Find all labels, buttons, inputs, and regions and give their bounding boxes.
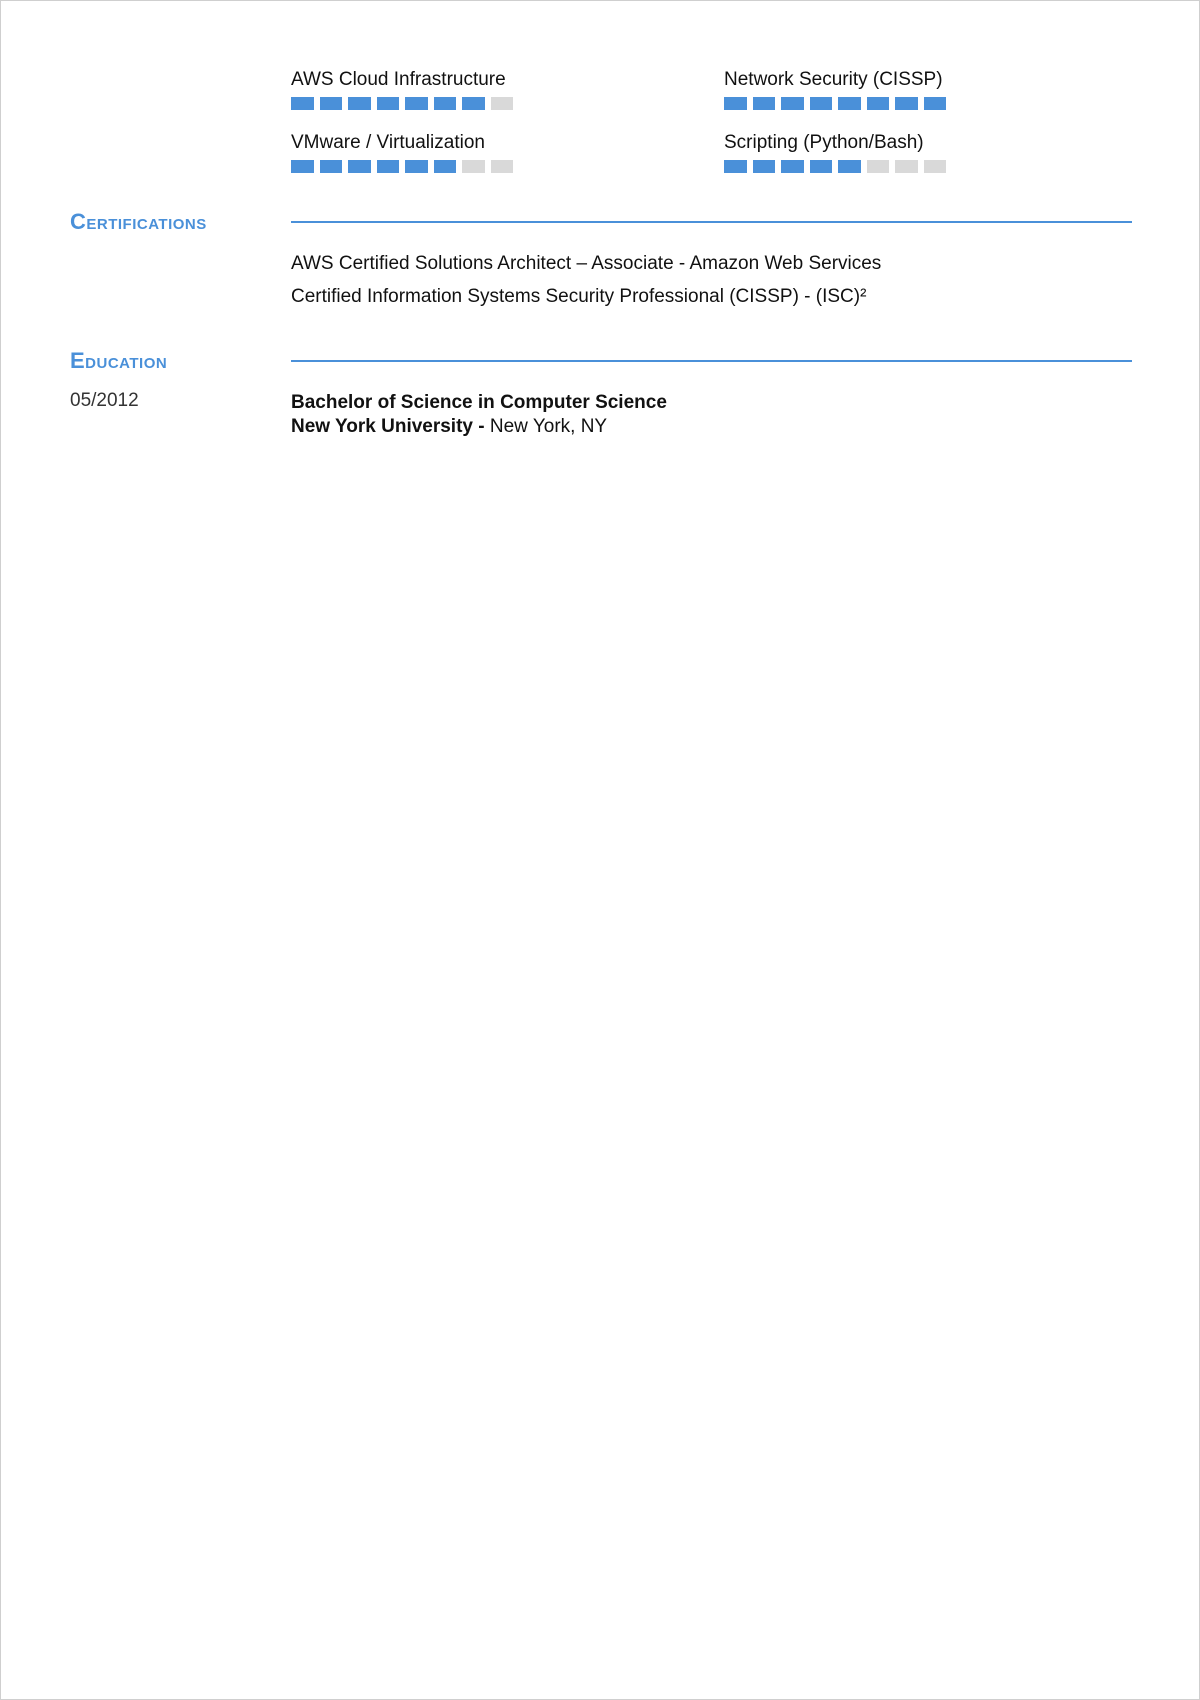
certification-item: AWS Certified Solutions Architect – Associate - Amazon Web Services — [291, 253, 882, 274]
skill-level-segment-empty — [462, 160, 485, 173]
certification-item: Certified Information Systems Security Professional (CISSP) - (ISC)² — [291, 286, 867, 307]
skill-item — [724, 69, 1124, 110]
skill-level-bar — [724, 160, 1124, 173]
section-divider — [291, 221, 1132, 223]
certifications-list — [291, 253, 1151, 319]
skill-level-segment-empty — [895, 160, 918, 173]
skill-level-segment-filled — [320, 97, 343, 110]
skill-name: AWS Cloud Infrastructure — [291, 69, 506, 90]
skill-level-segment-filled — [924, 97, 947, 110]
skill-level-segment-filled — [377, 160, 400, 173]
skill-level-segment-filled — [405, 97, 428, 110]
section-title-education: Education — [70, 348, 168, 373]
skill-level-segment-filled — [810, 97, 833, 110]
skill-level-segment-filled — [348, 160, 371, 173]
skill-level-segment-filled — [434, 160, 457, 173]
skill-item — [291, 69, 691, 110]
skill-level-segment-filled — [291, 160, 314, 173]
education-location: New York, NY — [489, 416, 608, 437]
skill-level-segment-filled — [348, 97, 371, 110]
skill-level-segment-empty — [924, 160, 947, 173]
education-date: 05/2012 — [70, 390, 139, 411]
skill-item — [724, 132, 1124, 173]
skill-level-bar — [291, 160, 691, 173]
skill-level-segment-filled — [810, 160, 833, 173]
skill-level-segment-filled — [377, 97, 400, 110]
skill-level-segment-filled — [838, 160, 861, 173]
skill-level-segment-filled — [895, 97, 918, 110]
skill-level-segment-filled — [291, 97, 314, 110]
skill-level-segment-filled — [462, 97, 485, 110]
skill-level-segment-empty — [491, 160, 514, 173]
skill-level-segment-filled — [724, 160, 747, 173]
skill-name: Scripting (Python/Bash) — [724, 132, 924, 153]
skill-level-bar — [291, 97, 691, 110]
education-school: New York University - — [291, 416, 490, 437]
skill-name: VMware / Virtualization — [291, 132, 485, 153]
skill-item — [291, 132, 691, 173]
skill-level-segment-filled — [781, 160, 804, 173]
skill-level-segment-filled — [867, 97, 890, 110]
skill-name: Network Security (CISSP) — [724, 69, 943, 90]
skill-level-segment-filled — [320, 160, 343, 173]
skill-level-segment-filled — [838, 97, 861, 110]
skill-level-segment-filled — [753, 160, 776, 173]
skill-level-bar — [724, 97, 1124, 110]
skill-level-segment-empty — [491, 97, 514, 110]
section-divider — [291, 360, 1132, 362]
education-degree: Bachelor of Science in Computer Science — [291, 392, 667, 413]
skill-level-segment-filled — [724, 97, 747, 110]
skill-level-segment-filled — [753, 97, 776, 110]
education-entry — [291, 391, 1151, 439]
skill-level-segment-empty — [867, 160, 890, 173]
education-school-line — [291, 415, 1151, 439]
skill-level-segment-filled — [434, 97, 457, 110]
skill-level-segment-filled — [781, 97, 804, 110]
section-title-certifications: Certifications — [70, 209, 207, 234]
skill-level-segment-filled — [405, 160, 428, 173]
